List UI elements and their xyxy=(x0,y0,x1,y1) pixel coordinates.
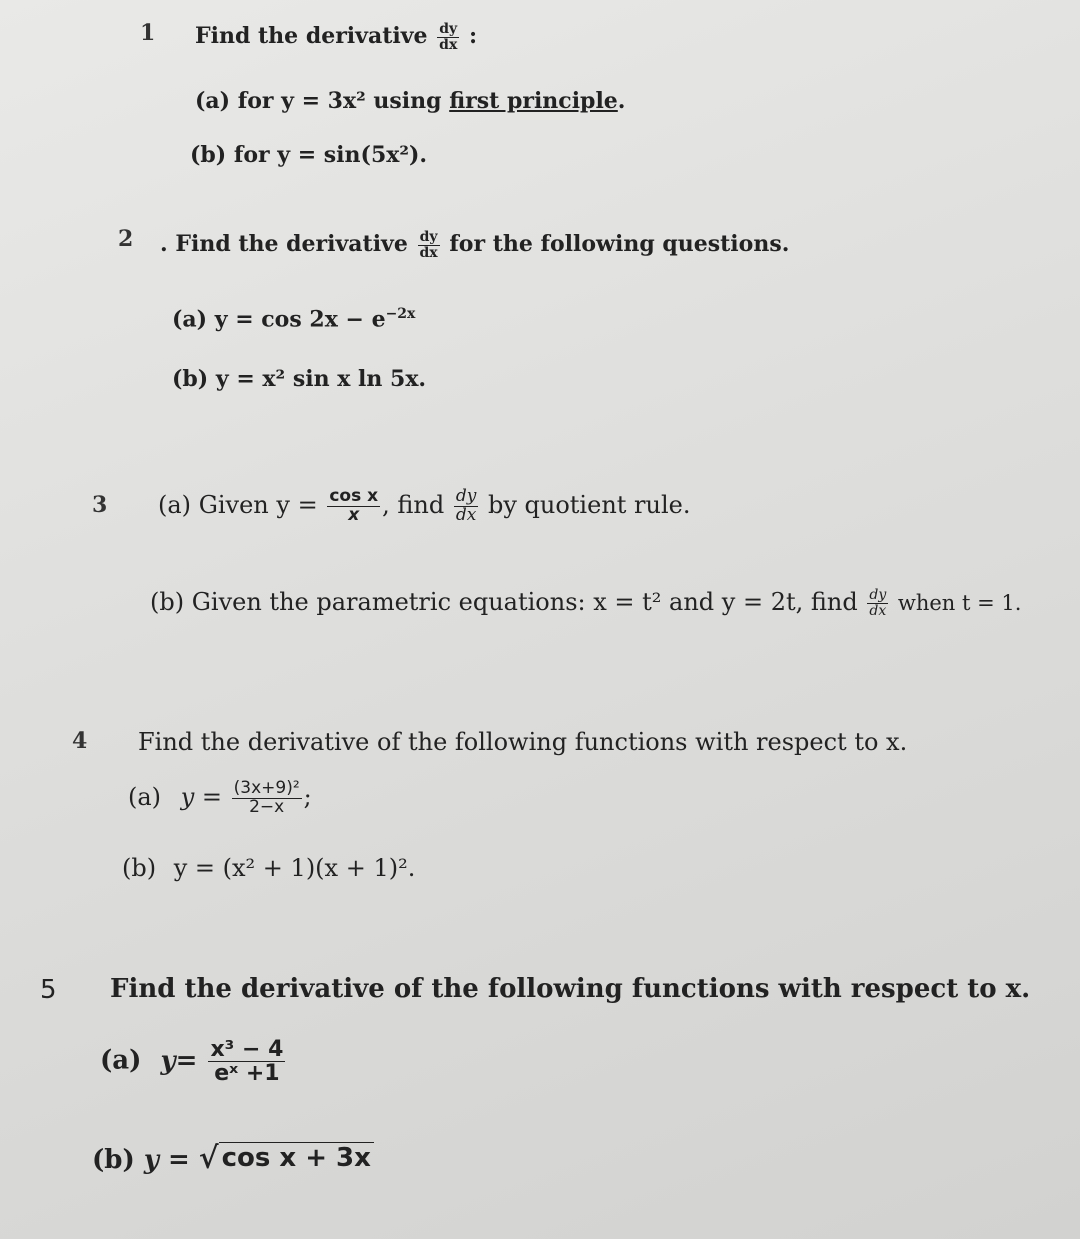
question-5-part-a xyxy=(100,1038,287,1085)
frac-numerator: (3x+9)² xyxy=(233,778,300,798)
part-text: for y = sin(5x²). xyxy=(233,142,428,168)
frac-numerator: dy xyxy=(869,587,887,604)
part-label: (a) xyxy=(195,88,231,114)
part-text: Given y = xyxy=(198,490,318,519)
part-lhs: y = xyxy=(180,782,222,811)
question-3a-dydx xyxy=(454,488,479,525)
question-4-part-b xyxy=(122,854,415,882)
part-label: (a) xyxy=(100,1045,142,1076)
question-3-part-a xyxy=(158,488,690,525)
question-1-stem-text: Find the derivative xyxy=(195,23,428,50)
frac-denominator: x xyxy=(348,504,360,525)
part-label: (b) xyxy=(190,142,227,168)
part-label: (b) xyxy=(122,854,157,882)
frac-denominator: eˣ +1 xyxy=(214,1061,280,1087)
question-1-part-a xyxy=(195,88,625,114)
part-text: y = cos 2x − e xyxy=(214,306,386,333)
question-3-number: 3 xyxy=(92,492,108,518)
question-2-stem-end: for the following questions. xyxy=(449,231,790,258)
frac-numerator: dy xyxy=(419,229,438,245)
square-root-expression xyxy=(198,1141,374,1177)
exponent: −2x xyxy=(385,306,416,322)
question-2-dydx xyxy=(418,230,440,260)
question-3-part-b xyxy=(150,588,1021,619)
part-text: for y = 3x² using xyxy=(237,88,442,114)
question-2-stem-text: Find the derivative xyxy=(175,231,408,258)
question-1-part-b xyxy=(190,142,427,168)
part-mid: , find xyxy=(382,490,445,519)
question-4-stem: Find the derivative of the following functions with respect to x. xyxy=(138,728,908,756)
question-5-part-b xyxy=(92,1142,374,1175)
frac-denominator: dx xyxy=(869,603,887,619)
question-1-number: 1 xyxy=(140,20,156,46)
part-end: by quotient rule. xyxy=(487,490,691,519)
frac-numerator: dy xyxy=(455,486,477,506)
part-text: Given the parametric equations: x = t² and y = 2t, find xyxy=(191,588,858,616)
frac-numerator: cos x xyxy=(329,486,379,506)
part-label: (b) xyxy=(92,1145,135,1176)
question-1-stem xyxy=(195,22,477,52)
frac-denominator: dx xyxy=(455,504,477,525)
question-3b-dydx xyxy=(867,588,888,618)
part-label: (b) xyxy=(150,588,185,616)
part-label: (a) xyxy=(158,490,192,519)
frac-numerator: x³ − 4 xyxy=(210,1037,284,1062)
radical-icon: √ xyxy=(198,1141,219,1177)
part-lhs: y = xyxy=(143,1145,190,1176)
part-end: when t = 1. xyxy=(897,591,1022,615)
question-2-stem xyxy=(160,230,789,260)
frac-denominator: dx xyxy=(419,244,438,261)
part-text: y = (x² + 1)(x + 1)². xyxy=(173,854,416,882)
question-5-stem: Find the derivative of the following functions with respect to x. xyxy=(110,974,1031,1004)
question-1-stem-end: : xyxy=(468,23,478,50)
question-2-number: 2 xyxy=(118,226,134,252)
question-4a-fraction xyxy=(232,780,302,817)
part-end: . xyxy=(617,88,626,114)
frac-denominator: 2−x xyxy=(249,796,285,817)
cosx-over-x-fraction xyxy=(327,488,380,525)
question-5-number: 5 xyxy=(40,975,57,1005)
part-label: (a) xyxy=(172,306,208,333)
part-text: y = x² sin x ln 5x. xyxy=(215,366,427,392)
part-label: (a) xyxy=(128,782,162,811)
question-4-number: 4 xyxy=(72,728,88,754)
part-label: (b) xyxy=(172,366,209,392)
first-principle-text: first principle xyxy=(449,88,618,114)
question-1-dydx xyxy=(437,22,459,52)
frac-numerator: dy xyxy=(439,21,458,37)
question-2-part-b xyxy=(172,366,426,392)
question-5a-fraction xyxy=(208,1038,285,1085)
frac-denominator: dx xyxy=(439,36,458,53)
part-lhs: y= xyxy=(160,1045,198,1076)
question-4-part-a xyxy=(128,780,312,817)
question-2-part-a xyxy=(172,306,415,332)
part-end: ; xyxy=(303,782,312,811)
radicand: cos x + 3x xyxy=(219,1142,374,1174)
stem-lead: . xyxy=(160,231,168,258)
